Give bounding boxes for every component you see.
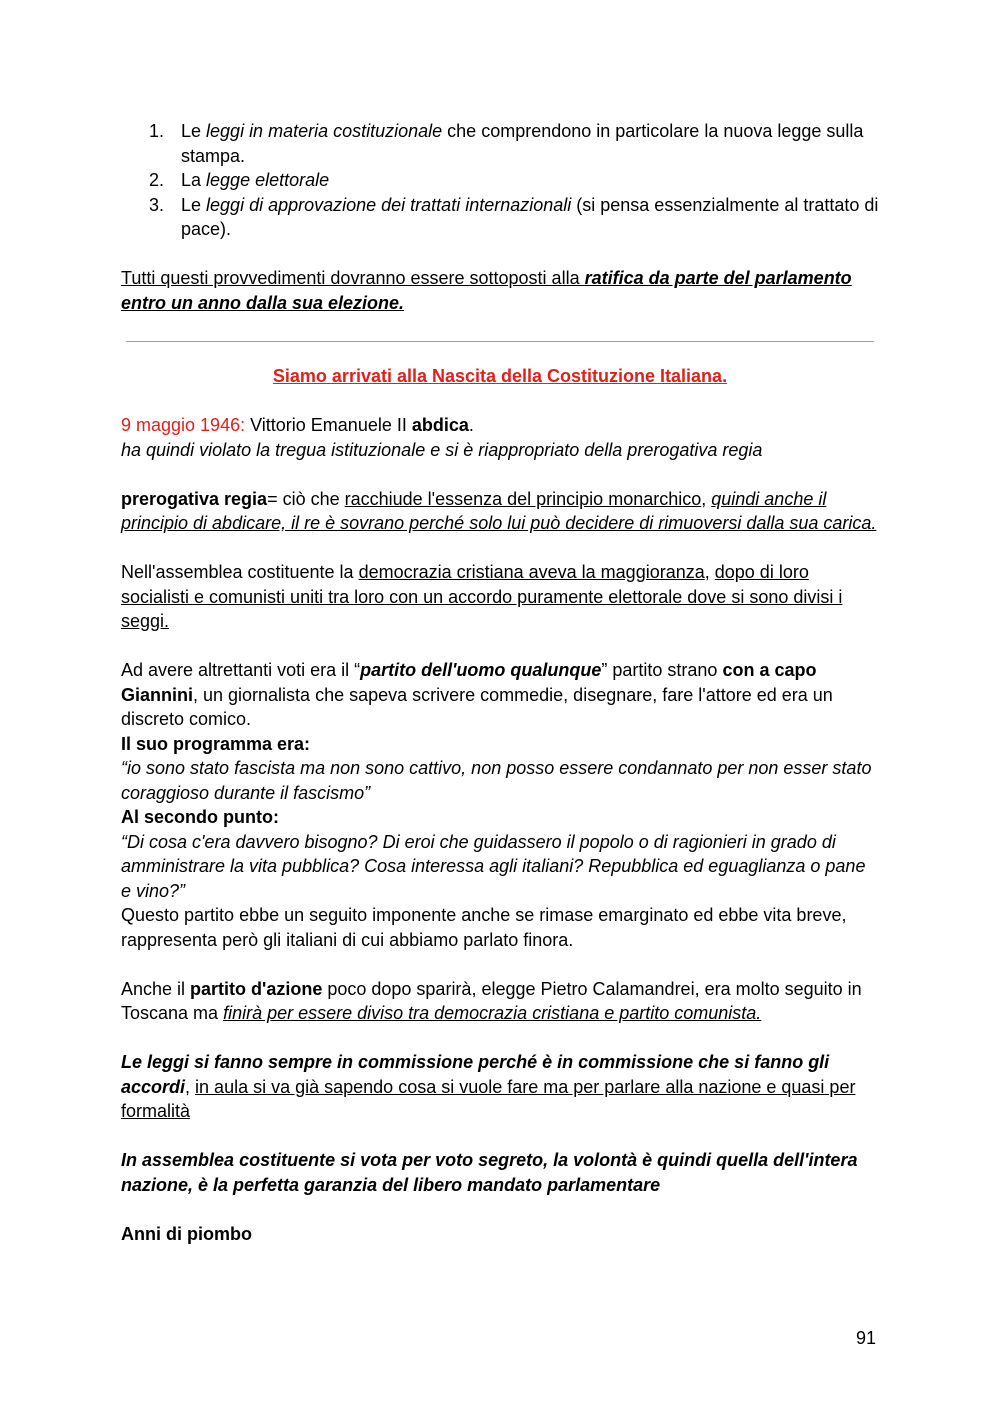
abdica-note: ha quindi violato la tregua istituzionale e si è riappropriato della prerogativa regia [121, 439, 763, 460]
laws-list [121, 119, 879, 242]
assemblea-paragraph: Nell'assemblea costituente la democrazia cristiana aveva la maggioranza, dopo di loro socialisti e comunisti uniti tra loro con un accordo puramente elettorale dove si sono divisi i seggi. [121, 562, 843, 631]
commissione-paragraph: Le leggi si fanno sempre in commissione perché è in commissione che si fanno gli accordi, in aula si va già sapendo cosa si vuole fare ma per parlare alla nazione e quasi per formalità [121, 1052, 856, 1121]
secondo-punto-label: Al secondo punto: [121, 807, 279, 827]
list-item: 2. La legge elettorale [149, 170, 330, 190]
qualunque-conclusion: Questo partito ebbe un seguito imponente anche se rimase emarginato ed ebbe vita breve, rappresenta però gli italiani di cui abbiamo parlato finora. [121, 905, 847, 950]
list-item: 3. Le leggi di approvazione dei trattati internazionali (si pensa essenzialmente al trattato di pace). [149, 194, 879, 239]
list-item: 1. Le leggi in materia costituzionale che comprendono in particolare la nuova legge sulla stampa. [149, 121, 864, 166]
page-number: 91 [856, 1328, 877, 1348]
horizontal-divider [126, 341, 874, 342]
anni-di-piombo-heading: Anni di piombo [121, 1223, 252, 1244]
section-heading: Siamo arrivati alla Nascita della Costituzione Italiana. [272, 366, 728, 386]
voto-segreto-paragraph: In assemblea costituente si vota per voto segreto, la volontà è quindi quella dell'intera nazione, è la perfetta garanzia del libero mandato parlamentare [121, 1150, 858, 1195]
qualunque-paragraph: Ad avere altrettanti voti era il “partito dell'uomo qualunque” partito strano con a capo Giannini, un giornalista che sapeva scrivere commedie, disegnare, fare l'attore ed era un discreto comico. [121, 660, 833, 729]
programma-label: Il suo programma era: [121, 733, 311, 754]
abdica-paragraph: 9 maggio 1946: Vittorio Emanuele II abdica. [121, 415, 474, 435]
document-body [121, 119, 879, 1246]
prerogativa-paragraph: prerogativa regia= ciò che racchiude l'essenza del principio monarchico, quindi anche il principio di abdicare, il re è sovrano perché solo lui può decidere di rimuoversi dalla sua carica. [121, 488, 877, 533]
secondo-punto-quote: “Di cosa c'era davvero bisogno? Di eroi che guidassero il popolo o di ragionieri in grado di amministrare la vita pubblica? Cosa interessa agli italiani? Repubblica ed eguaglianza o pane e vino?” [121, 831, 866, 901]
programma-quote: “io sono stato fascista ma non sono cattivo, non posso essere condannato per non esser stato coraggioso durante il fascismo” [121, 758, 872, 803]
ratifica-paragraph: Tutti questi provvedimenti dovranno essere sottoposti alla ratifica da parte del parlamento entro un anno dalla sua elezione. [121, 268, 852, 313]
azione-paragraph: Anche il partito d'azione poco dopo sparirà, elegge Pietro Calamandrei, era molto seguito in Toscana ma finirà per essere diviso tra democrazia cristiana e partito comunista. [121, 978, 862, 1023]
